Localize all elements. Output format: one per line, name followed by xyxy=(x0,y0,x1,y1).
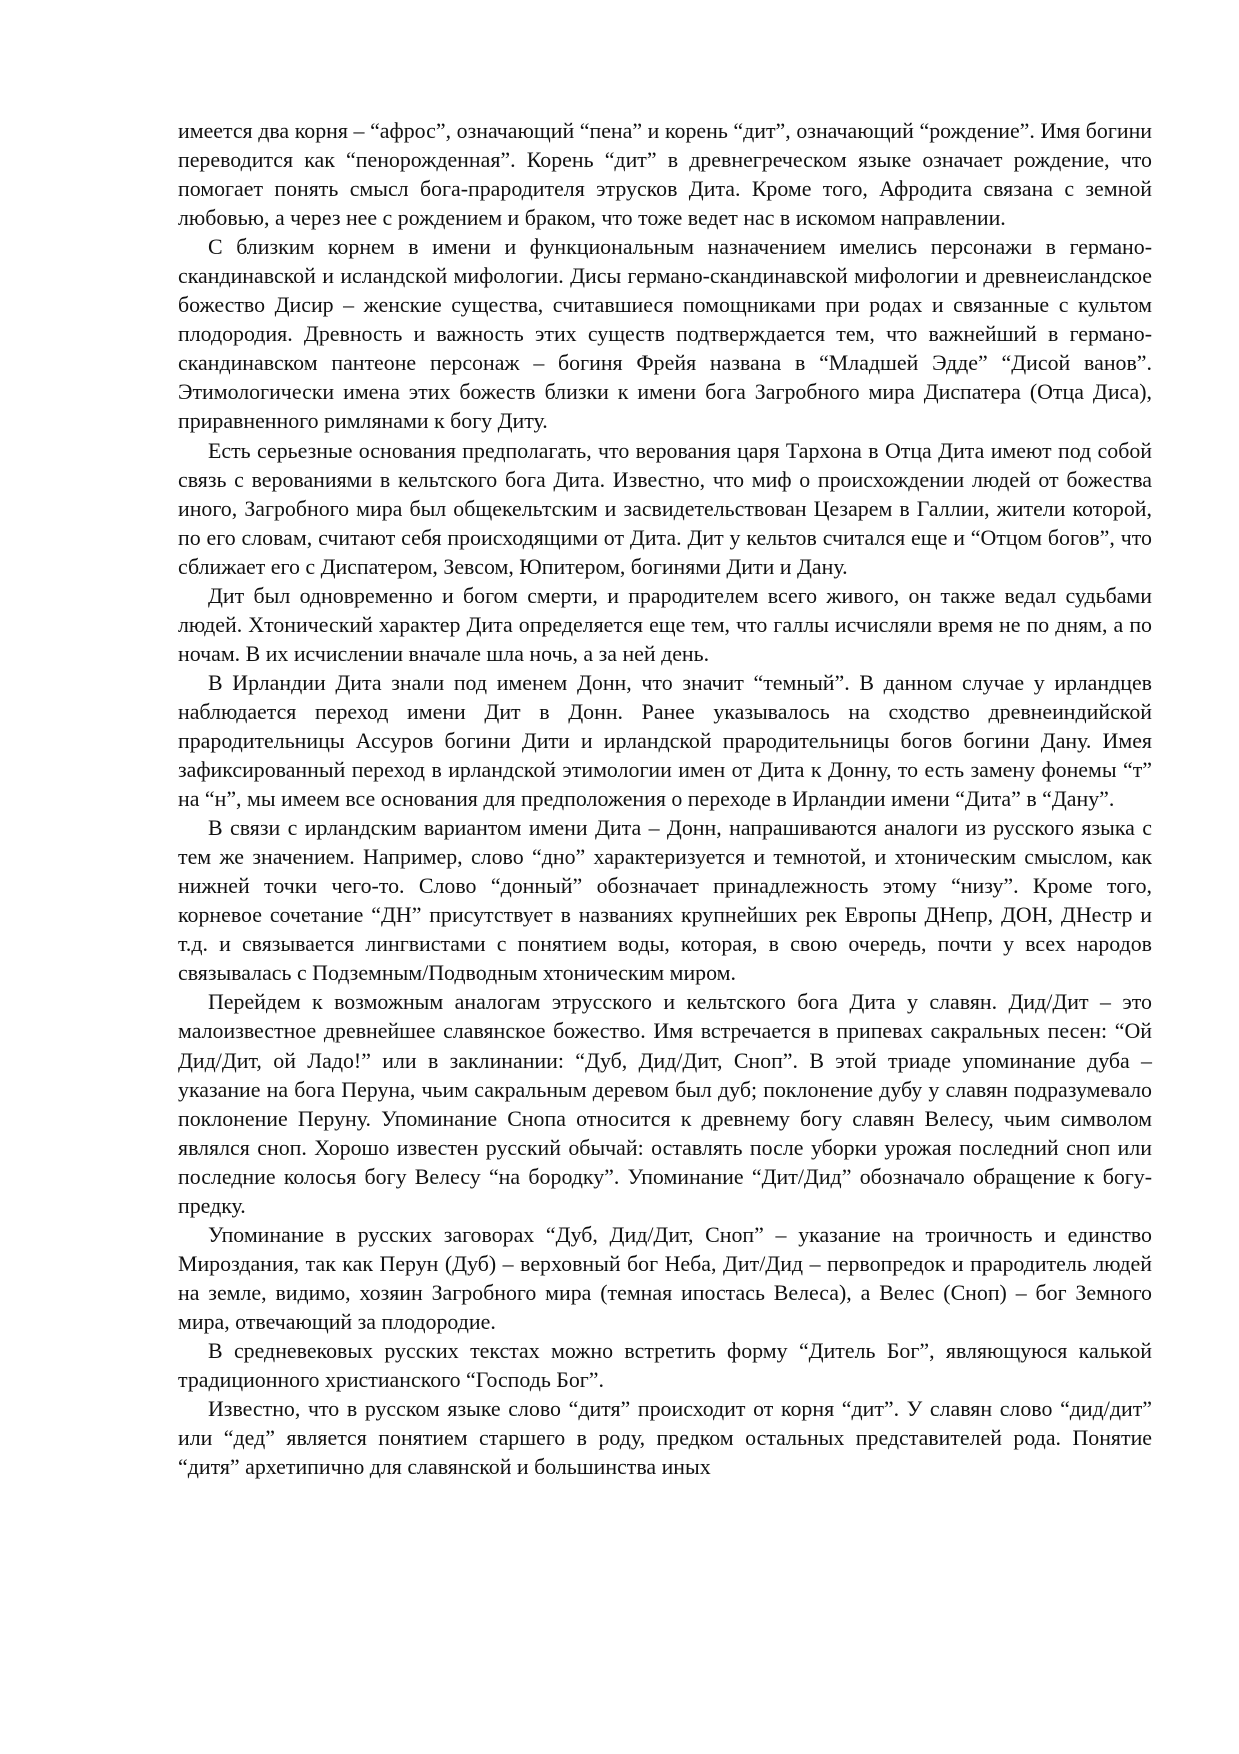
paragraph-7: Перейдем к возможным аналогам этрусского и кельтского бога Дита у славян. Дид/Дит – это малоизвестное древнейшее славянское божество. Имя встречается в припевах сакральных песен: “Ой Дид/Дит, ой Ладо!” или в заклинании: “Дуб, Дид/Дит, Сноп”. В этой триаде упоминание дуба – указание на бога Перуна, чьим сакральным деревом был дуб; поклонение дубу у славян подразумевало поклонение Перуну. Упоминание Снопа относится к древнему богу славян Велесу, чьим символом являлся сноп. Хорошо известен русский обычай: оставлять после уборки урожая последний сноп или последние колосья богу Велесу “на бородку”. Упоминание “Дит/Дид” обозначало обращение к богу-предку. xyxy=(178,989,1152,1218)
paragraph-2: С близким корнем в имени и функциональным назначением имелись персонажи в германо-скандинавской и исландской мифологии. Дисы германо-скандинавской мифологии и древнеисландское божество Дисир – женские существа, считавшиеся помощниками при родах и связанные с культом плодородия. Древность и важность этих существ подтверждается тем, что важнейший в германо-скандинавском пантеоне персонаж – богиня Фрейя названа в “Младшей Эдде” “Дисой ванов”. Этимологически имена этих божеств близки к имени бога Загробного мира Диспатера (Отца Диса), приравненного римлянами к богу Диту. xyxy=(178,234,1152,434)
paragraph-1: имеется два корня – “афрос”, означающий “пена” и корень “дит”, означающий “рождение”. Имя богини переводится как “пенорожденная”. Корень “дит” в древнегреческом языке означает рождение, что помогает понять смысл бога-прародителя этрусков Дита. Кроме того, Афродита связана с земной любовью, а через нее с рождением и браком, что тоже ведет нас в искомом направлении. xyxy=(178,118,1152,231)
paragraph-3: Есть серьезные основания предполагать, что верования царя Тархона в Отца Дита имеют под собой связь с верованиями в кельтского бога Дита. Известно, что миф о происхождении людей от божества иного, Загробного мира был общекельтским и засвидетельствован Цезарем в Галлии, жители которой, по его словам, считают себя происходящими от Дита. Дит у кельтов считался еще и “Отцом богов”, что сближает его с Диспатером, Зевсом, Юпитером, богинями Дити и Дану. xyxy=(178,437,1152,579)
paragraph-5: В Ирландии Дита знали под именем Донн, что значит “темный”. В данном случае у ирландцев наблюдается переход имени Дит в Донн. Ранее указывалось на сходство древнеиндийской прародительницы Ассуров богини Дити и ирландской прародительницы богов богини Дану. Имея зафиксированный переход в ирландской этимологии имен от Дита к Донну, то есть замену фонемы “т” на “н”, мы имеем все основания для предположения о переходе в Ирландии имени “Дита” в “Дану”. xyxy=(178,669,1152,812)
paragraph-9: В средневековых русских текстах можно встретить форму “Дитель Бог”, являющуюся калькой традиционного христианского “Господь Бог”. xyxy=(178,1337,1152,1393)
document-page xyxy=(178,116,1152,1481)
paragraph-10: Известно, что в русском языке слово “дитя” происходит от корня “дит”. У славян слово “дид/дит” или “дед” является понятием старшего в роду, предком остальных представителей рода. Понятие “дитя” архетипично для славянской и большинства иных xyxy=(178,1396,1152,1480)
paragraph-8: Упоминание в русских заговорах “Дуб, Дид/Дит, Сноп” – указание на троичность и единство Мироздания, так как Перун (Дуб) – верховный бог Неба, Дит/Дид – первопредок и прародитель людей на земле, видимо, хозяин Загробного мира (темная ипостась Велеса), а Велес (Сноп) – бог Земного мира, отвечающий за плодородие. xyxy=(178,1221,1152,1334)
paragraph-6: В связи с ирландским вариантом имени Дита – Донн, напрашиваются аналоги из русского языка с тем же значением. Например, слово “дно” характеризуется и темнотой, и хтоническим смыслом, как нижней точки чего-то. Слово “донный” обозначает принадлежность этому “низу”. Кроме того, корневое сочетание “ДН” присутствует в названиях крупнейших рек Европы ДНепр, ДОН, ДНестр и т.д. и связывается лингвистами с понятием воды, которая, в свою очередь, почти у всех народов связывалась с Подземным/Подводным хтоническим миром. xyxy=(178,815,1152,986)
paragraph-4: Дит был одновременно и богом смерти, и прародителем всего живого, он также ведал судьбами людей. Хтонический характер Дита определяется еще тем, что галлы исчисляли время не по дням, а по ночам. В их исчислении вначале шла ночь, а за ней день. xyxy=(178,582,1152,666)
